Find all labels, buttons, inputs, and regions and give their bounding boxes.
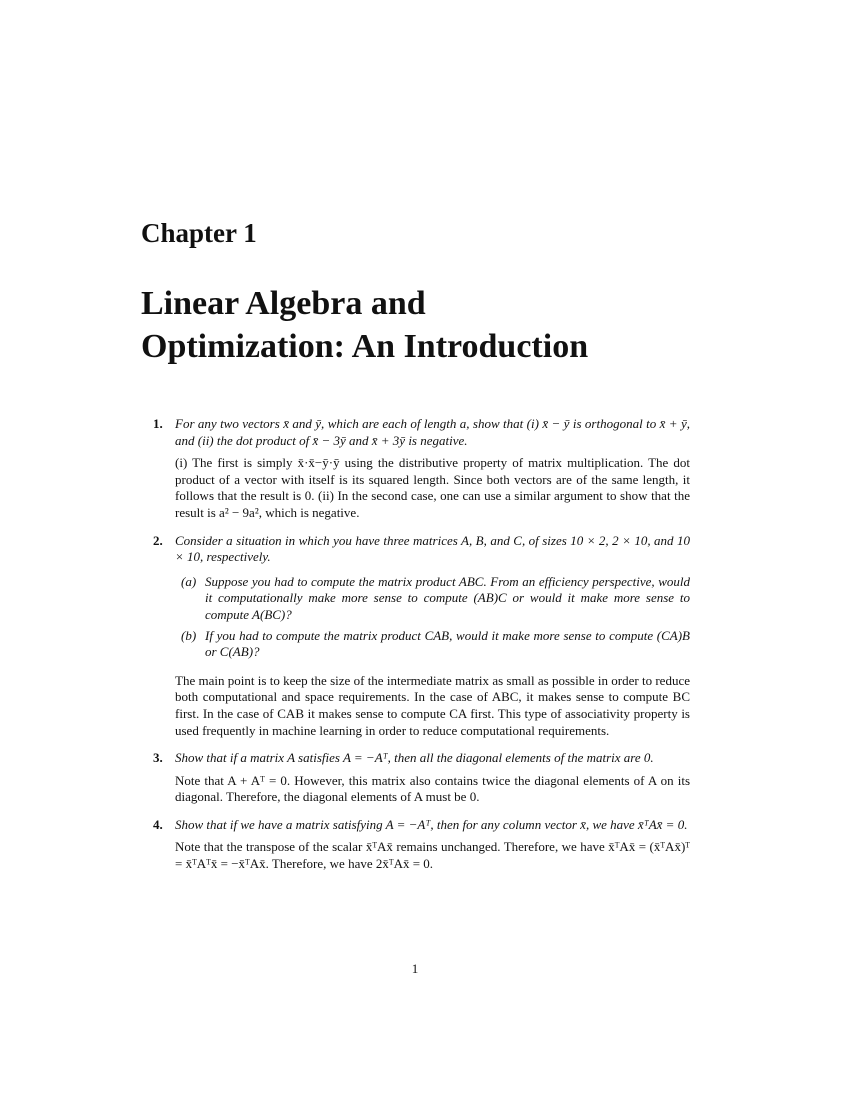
chapter-title-line-2: Optimization: An Introduction xyxy=(141,328,589,365)
subpart-text: Suppose you had to compute the matrix product ABC. From an efficiency perspective, would it computationally make more sense to compute (AB)C or would it make more sense to compute A(BC)? xyxy=(205,573,690,622)
exercise-question: Show that if a matrix A satisfies A = −Aᵀ, then all the diagonal elements of the matrix are 0. xyxy=(175,750,654,766)
exercise-answer: Note that the transpose of the scalar x̄ᵀAx̄ remains unchanged. Therefore, we have x̄ᵀAx̄ = (x̄ᵀAx̄)ᵀ = x̄ᵀAᵀx̄ = −x̄ᵀAx̄. Therefore, we have 2x̄ᵀAx̄ = 0. xyxy=(175,839,690,872)
subpart-label: (a) xyxy=(181,573,197,589)
exercise-question: Show that if we have a matrix satisfying A = −Aᵀ, then for any column vector x̄, we have x̄ᵀAx̄ = 0. xyxy=(175,816,688,832)
exercise-2 xyxy=(153,533,690,740)
subpart-label: (b) xyxy=(181,627,197,643)
exercise-subparts xyxy=(181,574,690,661)
subpart-a xyxy=(181,574,690,624)
exercise-1 xyxy=(153,416,690,522)
exercise-number: 2. xyxy=(153,532,163,548)
exercise-list xyxy=(153,416,690,884)
subpart-text: If you had to compute the matrix product CAB, would it make more sense to compute (CA)B or C(AB)? xyxy=(205,627,690,660)
chapter-label: Chapter 1 xyxy=(141,218,257,248)
exercise-question: For any two vectors x̄ and ȳ, which are each of length a, show that (i) x̄ − ȳ is orthogonal to x̄ + ȳ, and (ii) the dot product of x̄ − 3ȳ and x̄ + 3ȳ is negative. xyxy=(175,416,690,448)
exercise-answer: The main point is to keep the size of the intermediate matrix as small as possible in order to reduce both computational and space requirements. In the case of ABC, it makes sense to compute BC first. In the case of CAB it makes sense to compute CA first. This type of associativity property is used frequently in machine learning in order to reduce computational requirements. xyxy=(175,672,690,738)
exercise-number: 3. xyxy=(153,750,163,766)
exercise-4 xyxy=(153,817,690,873)
exercise-number: 1. xyxy=(153,416,163,431)
subpart-b xyxy=(181,628,690,661)
exercise-answer: (i) The first is simply x̄·x̄−ȳ·ȳ using the distributive property of matrix multiplication. The dot product of a vector with itself is its squared length. Since both vectors are of the same length, it follows that the result is 0. (ii) In the second case, one can use a similar argument to show that the result is a² − 9a², which is negative. xyxy=(175,455,690,520)
exercise-number: 4. xyxy=(153,816,163,832)
chapter-title xyxy=(141,282,741,368)
page-number: 1 xyxy=(411,961,419,976)
exercise-3 xyxy=(153,750,690,806)
exercise-question: Consider a situation in which you have three matrices A, B, and C, of sizes 10 × 2, 2 × 10, and 10 × 10, respectively. xyxy=(175,532,690,565)
chapter-title-line-1: Linear Algebra and xyxy=(141,285,426,322)
exercise-answer: Note that A + Aᵀ = 0. However, this matrix also contains twice the diagonal elements of A on its diagonal. Therefore, the diagonal elements of A must be 0. xyxy=(175,772,690,805)
